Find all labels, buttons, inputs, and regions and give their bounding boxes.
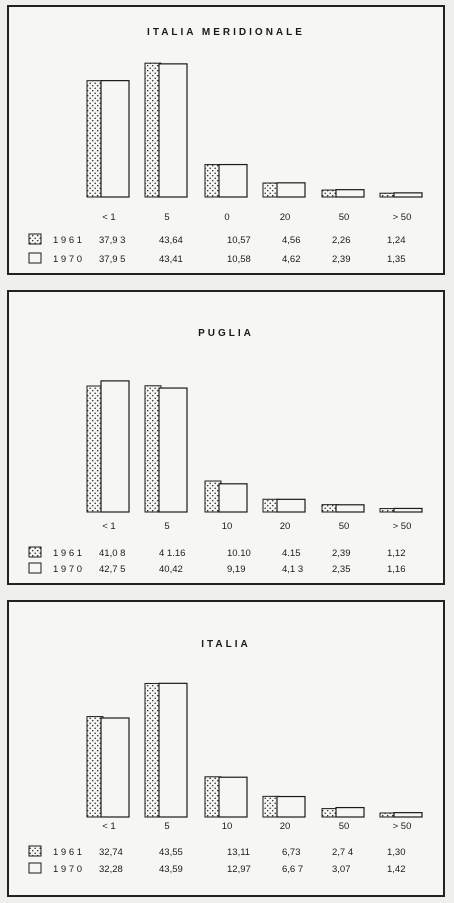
data-value-label: 32,74 [99,847,123,858]
data-value-label: 4 1.16 [159,548,186,559]
x-tick-label: 50 [338,212,350,223]
x-tick-label: 10 [221,821,233,832]
chart-title: ITALIA MERIDIONALE [147,27,305,38]
data-value-label: 9,19 [227,564,246,575]
x-tick-label: 50 [338,821,350,832]
legend-year: 1 9 7 0 [53,254,83,265]
data-value-label: 13,11 [227,847,251,858]
bar-1970 [219,484,247,512]
x-tick-label: > 50 [392,212,412,223]
data-value-label: 1,35 [387,254,406,265]
legend-swatch-1961 [29,547,41,557]
data-value-label: 2,35 [332,564,351,575]
bar-1970 [101,718,129,817]
data-value-label: 41,0 8 [99,548,126,559]
bar-1970 [159,388,187,512]
data-value-label: 4,62 [282,254,301,265]
data-value-label: 12,97 [227,864,251,875]
bar-1970 [159,683,187,817]
bar-1970 [394,813,422,817]
legend-year: 1 9 6 1 [53,847,83,858]
x-tick-label: 20 [279,212,291,223]
x-tick-label: 5 [164,821,170,832]
data-value-label: 2,26 [332,235,351,246]
data-value-label: 10,58 [227,254,251,265]
bar-1970 [336,190,364,197]
bar-1970 [101,381,129,512]
chart-title: PUGLIA [198,328,254,339]
data-value-label: 6,73 [282,847,301,858]
x-tick-label: < 1 [102,212,116,223]
data-value-label: 2,39 [332,254,351,265]
chart-svg-italia [9,602,443,895]
legend-swatch-1970 [29,563,41,573]
data-value-label: 10,57 [227,235,251,246]
x-tick-label: 5 [164,212,170,223]
data-value-label: 43,55 [159,847,183,858]
data-value-label: 4.15 [282,548,301,559]
data-value-label: 1,42 [387,864,406,875]
x-tick-label: 0 [224,212,230,223]
bar-1970 [394,193,422,197]
data-value-label: 3,07 [332,864,351,875]
x-tick-label: 10 [221,521,233,532]
chart-svg-puglia [9,292,443,583]
legend-swatch-1970 [29,253,41,263]
chart-title: ITALIA [201,639,251,650]
x-tick-label: 20 [279,821,291,832]
data-value-label: 4,56 [282,235,301,246]
bar-1970 [277,499,305,512]
data-value-label: 1,24 [387,235,406,246]
bar-1970 [219,777,247,817]
bar-1970 [394,508,422,512]
bar-1970 [159,64,187,197]
bar-1970 [101,81,129,197]
legend-year: 1 9 6 1 [53,548,83,559]
bar-1970 [277,183,305,197]
x-tick-label: > 50 [392,821,412,832]
x-tick-label: 20 [279,521,291,532]
data-value-label: 10.10 [227,548,251,559]
data-value-label: 1,16 [387,564,406,575]
data-value-label: 40,42 [159,564,183,575]
data-value-label: 32,28 [99,864,123,875]
x-tick-label: < 1 [102,521,116,532]
x-tick-label: 5 [164,521,170,532]
legend-swatch-1970 [29,863,41,873]
chart-svg-italia-meridionale [9,7,443,273]
legend-year: 1 9 6 1 [53,235,83,246]
chart-panel-puglia [7,290,445,585]
legend-year: 1 9 7 0 [53,864,83,875]
data-value-label: 37,9 3 [99,235,126,246]
bar-1970 [277,797,305,817]
bar-1970 [219,165,247,197]
data-value-label: 43,59 [159,864,183,875]
x-tick-label: > 50 [392,521,412,532]
data-value-label: 43,64 [159,235,183,246]
chart-panel-italia-meridionale [7,5,445,275]
chart-panel-italia [7,600,445,897]
data-value-label: 1,30 [387,847,406,858]
data-value-label: 42,7 5 [99,564,126,575]
bar-1970 [336,808,364,817]
legend-swatch-1961 [29,234,41,244]
data-value-label: 43,41 [159,254,183,265]
data-value-label: 2,7 4 [332,847,354,858]
bar-1970 [336,505,364,512]
legend-year: 1 9 7 0 [53,564,83,575]
data-value-label: 2,39 [332,548,351,559]
data-value-label: 4,1 3 [282,564,304,575]
data-value-label: 37,9 5 [99,254,126,265]
x-tick-label: 50 [338,521,350,532]
legend-swatch-1961 [29,846,41,856]
data-value-label: 6,6 7 [282,864,304,875]
data-value-label: 1,12 [387,548,406,559]
x-tick-label: < 1 [102,821,116,832]
